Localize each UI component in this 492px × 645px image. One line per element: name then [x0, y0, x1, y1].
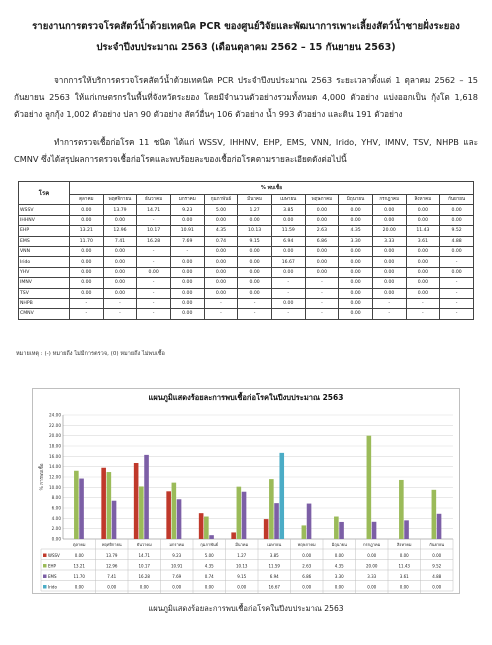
data-label: 0.00: [302, 553, 312, 558]
bar-ems-4: [209, 535, 214, 539]
data-label: 0.74: [204, 574, 214, 579]
bar-ehp-9: [367, 436, 372, 539]
percent-cell: -: [406, 298, 440, 308]
month-header: ตุลาคม: [70, 195, 104, 205]
percent-cell: 0.00: [372, 288, 406, 298]
percent-cell: 11.70: [70, 236, 104, 246]
y-tick-label: 0.00: [51, 536, 61, 542]
chart-frame: [32, 388, 460, 594]
data-label: 16.67: [268, 584, 280, 590]
percent-cell: -: [440, 278, 474, 288]
data-label: 11.43: [398, 563, 410, 569]
data-label: 11.70: [73, 574, 85, 579]
pathogen-name: Irido: [19, 257, 70, 267]
percent-cell: 0.00: [372, 257, 406, 267]
table-row: [19, 257, 474, 267]
percent-cell: 0.00: [103, 246, 137, 256]
table-row: [19, 215, 474, 225]
x-tick-label: มิถุนายน: [331, 542, 347, 547]
percent-cell: -: [137, 288, 171, 298]
y-tick-label: 18.00: [49, 443, 61, 449]
bar-ems-6: [274, 503, 279, 539]
table-row: [19, 236, 474, 246]
y-axis-label: % การพบเชื้อ: [40, 463, 45, 491]
data-label: 5.00: [204, 553, 214, 558]
table-row: [19, 309, 474, 319]
percent-cell: 10.91: [170, 226, 204, 236]
percent-cell: 0.00: [238, 246, 272, 256]
percent-cell: -: [372, 298, 406, 308]
table-row: [19, 246, 474, 256]
percent-cell: -: [238, 309, 272, 319]
percent-cell: 0.00: [339, 278, 373, 288]
table-note: หมายเหตุ : (-) หมายถึง ไม่มีการตรวจ, (0) หมายถึง ไม่พบเชื้อ: [16, 351, 165, 357]
data-label: 9.15: [237, 574, 247, 579]
percent-cell: 0.00: [70, 215, 104, 225]
x-tick-label: พฤศจิกายน: [101, 542, 122, 547]
x-tick-label: มกราคม: [169, 542, 185, 547]
legend-swatch-wssv: [43, 554, 47, 558]
data-label: 3.85: [269, 553, 279, 558]
percent-cell: 0.00: [339, 257, 373, 267]
data-label: 0.00: [302, 584, 312, 590]
x-tick-label: สิงหาคม: [396, 542, 412, 547]
percent-cell: 0.00: [204, 278, 238, 288]
bar-wssv-4: [199, 513, 204, 539]
pathogen-name: YHV: [19, 267, 70, 277]
data-label: 0.00: [399, 584, 409, 590]
percent-cell: 3.33: [372, 236, 406, 246]
legend-label: Irido: [48, 584, 57, 590]
y-tick-label: 24.00: [49, 412, 61, 418]
bar-ehp-2: [139, 486, 144, 539]
legend-swatch-ehp: [43, 564, 47, 568]
percent-cell: -: [372, 309, 406, 319]
percent-cell: -: [103, 298, 137, 308]
bar-wssv-2: [134, 463, 139, 539]
bar-ehp-11: [432, 490, 437, 539]
data-label: 0.00: [334, 553, 344, 558]
data-label: 0.00: [74, 553, 84, 558]
percent-cell: 0.00: [406, 288, 440, 298]
data-label: 14.71: [138, 553, 150, 558]
percent-cell: 0.00: [103, 278, 137, 288]
percent-cell: 0.00: [170, 298, 204, 308]
chart-title: แผนภูมิแสดงร้อยละการพบเชื้อก่อโรคในปีงบประมาณ 2563: [148, 393, 344, 402]
data-label: 1.27: [237, 553, 247, 558]
percent-cell: 11.59: [271, 226, 305, 236]
bar-ehp-4: [204, 517, 209, 539]
table-body: [19, 205, 474, 319]
bar-wssv-3: [166, 491, 171, 539]
percent-cell: 4.88: [440, 236, 474, 246]
percent-cell: -: [406, 309, 440, 319]
bar-ems-3: [177, 499, 182, 539]
data-label: 4.35: [334, 563, 344, 569]
percent-cell: 0.00: [70, 267, 104, 277]
percent-cell: 0.00: [440, 215, 474, 225]
table-row: [19, 267, 474, 277]
data-label: 20.00: [366, 563, 378, 569]
legend-swatch-ems: [43, 575, 47, 579]
percent-cell: 0.00: [440, 267, 474, 277]
bar-ehp-3: [172, 483, 177, 539]
percent-cell: -: [137, 246, 171, 256]
percent-cell: 0.00: [170, 257, 204, 267]
percent-cell: -: [271, 309, 305, 319]
bar-chart: [33, 389, 459, 593]
percent-cell: 0.00: [103, 215, 137, 225]
percent-cell: 0.00: [440, 246, 474, 256]
percent-cell: -: [440, 257, 474, 267]
month-header: พฤษภาคม: [305, 195, 339, 205]
bar-ehp-8: [334, 517, 339, 539]
percent-cell: 9.23: [170, 205, 204, 215]
percent-cell: 0.00: [170, 288, 204, 298]
data-label: 0.00: [399, 553, 409, 558]
percent-cell: 0.00: [204, 246, 238, 256]
percent-cell: 0.00: [103, 267, 137, 277]
month-header: มกราคม: [170, 195, 204, 205]
month-header: กรกฎาคม: [372, 195, 406, 205]
data-label: 10.17: [138, 563, 150, 569]
percent-cell: 0.00: [305, 246, 339, 256]
percent-cell: 0.00: [70, 288, 104, 298]
percent-cell: 0.00: [70, 205, 104, 215]
percent-cell: 16.28: [137, 236, 171, 246]
data-label: 13.21: [73, 563, 85, 569]
y-tick-label: 16.00: [49, 453, 61, 459]
percent-cell: 4.35: [339, 226, 373, 236]
data-label: 10.13: [236, 563, 248, 569]
percent-cell: 0.00: [103, 257, 137, 267]
y-tick-label: 4.00: [51, 515, 61, 521]
data-label: 0.00: [367, 553, 377, 558]
intro-paragraph: จากการให้บริการตรวจโรคสัตว์น้ำด้วยเทคนิค PCR ประจำปีงบประมาณ 2563 ระยะเวลาตั้งแต่ 1 ตุลาคม 2562 – 15 กันยายน 2563 ให้แก่เกษตรกรในพื้นที่จังหวัดระยอง โดยมีจำนวนตัวอย่างรวมทั้งหมด 4,000 ตัวอย่าง แบ่งออกเป็น กุ้งโต 1,618 ตัวอย่าง ลูกกุ้ง 1,002 ตัวอย่าง ปลา 90 ตัวอย่าง สัตว์อื่นๆ 106 ตัวอย่าง น้ำ 993 ตัวอย่าง และดิน 191 ตัวอย่าง: [14, 75, 478, 119]
percent-cell: 0.00: [70, 246, 104, 256]
percent-cell: -: [204, 298, 238, 308]
percent-cell: 0.00: [305, 257, 339, 267]
data-label: 4.88: [432, 574, 442, 579]
percent-cell: -: [137, 278, 171, 288]
percent-cell: -: [137, 257, 171, 267]
data-label: 3.30: [334, 574, 344, 579]
bar-wssv-1: [101, 468, 106, 539]
percent-cell: 6.86: [305, 236, 339, 246]
bar-ehp-1: [107, 472, 112, 539]
percent-cell: 0.00: [406, 215, 440, 225]
percent-cell: 0.00: [204, 288, 238, 298]
percent-cell: 0.00: [204, 267, 238, 277]
percent-cell: -: [70, 309, 104, 319]
percent-cell: 0.00: [339, 309, 373, 319]
y-tick-label: 8.00: [51, 495, 61, 501]
percent-cell: 0.00: [70, 257, 104, 267]
percent-cell: -: [305, 278, 339, 288]
table-row: [19, 226, 474, 236]
percent-cell: 7.69: [170, 236, 204, 246]
bar-ehp-10: [399, 480, 404, 539]
y-tick-label: 12.00: [49, 474, 61, 480]
percent-cell: 0.00: [170, 309, 204, 319]
report-title-line1: รายงานการตรวจโรคสัตว์น้ำด้วยเทคนิค PCR ของศูนย์วิจัยและพัฒนาการเพาะเลี้ยงสัตว์น้ำชายฝั่งระยอง: [32, 21, 460, 32]
percent-cell: 0.00: [238, 288, 272, 298]
data-label: 0.00: [367, 584, 377, 590]
percent-cell: 20.00: [372, 226, 406, 236]
percent-cell: 0.00: [339, 298, 373, 308]
percent-cell: 0.00: [406, 278, 440, 288]
percent-cell: 0.00: [238, 278, 272, 288]
percent-cell: -: [137, 215, 171, 225]
data-label: 4.35: [204, 563, 214, 569]
month-header: พฤศจิกายน: [103, 195, 137, 205]
bar-ems-2: [144, 455, 149, 539]
month-header-row: [19, 195, 474, 205]
data-label: 11.59: [268, 563, 280, 569]
percent-cell: 0.00: [372, 215, 406, 225]
legend-label: WSSV: [48, 553, 60, 558]
percent-cell: 7.41: [103, 236, 137, 246]
percent-cell: 0.00: [137, 267, 171, 277]
data-label: 6.86: [302, 574, 312, 579]
percent-cell: -: [103, 309, 137, 319]
percent-cell: -: [137, 298, 171, 308]
percent-cell: 5.00: [204, 205, 238, 215]
percent-cell: 0.00: [372, 246, 406, 256]
percent-cell: -: [70, 298, 104, 308]
bar-ems-1: [112, 501, 117, 539]
month-header: กุมภาพันธ์: [204, 195, 238, 205]
x-tick-label: กันยายน: [429, 542, 445, 547]
y-tick-label: 14.00: [49, 464, 61, 470]
percent-cell: 0.00: [339, 215, 373, 225]
percent-cell: -: [238, 298, 272, 308]
table-row: [19, 288, 474, 298]
percent-cell: -: [305, 298, 339, 308]
percent-cell: 13.21: [70, 226, 104, 236]
y-tick-label: 6.00: [51, 505, 61, 511]
percent-cell: -: [440, 309, 474, 319]
percent-cell: 0.00: [170, 215, 204, 225]
percent-cell: 9.15: [238, 236, 272, 246]
percent-cell: -: [305, 288, 339, 298]
month-header: มีนาคม: [238, 195, 272, 205]
legend-label: EHP: [48, 563, 56, 569]
table-row: [19, 278, 474, 288]
percent-cell: -: [440, 298, 474, 308]
percent-cell: 0.00: [372, 267, 406, 277]
percent-cell: 0.00: [103, 288, 137, 298]
pathogen-name: TSV: [19, 288, 70, 298]
data-label: 0.00: [107, 584, 117, 590]
data-label: 0.00: [432, 553, 442, 558]
percent-cell: -: [271, 288, 305, 298]
bar-ems-9: [372, 522, 377, 539]
bar-ems-11: [437, 514, 442, 539]
month-header: กันยายน: [440, 195, 474, 205]
pathogen-name: EMS: [19, 236, 70, 246]
pathogen-name: WSSV: [19, 205, 70, 215]
data-label: 3.33: [367, 574, 377, 579]
data-label: 0.00: [432, 584, 442, 590]
data-label: 3.61: [399, 574, 409, 579]
bar-ems-8: [339, 522, 344, 539]
percent-cell: 16.67: [271, 257, 305, 267]
bar-ehp-5: [237, 487, 242, 539]
percent-cell: 0.00: [305, 205, 339, 215]
legend-label: EMS: [48, 574, 57, 579]
percent-cell: 0.00: [372, 205, 406, 215]
month-header: มิถุนายน: [339, 195, 373, 205]
data-label: 9.52: [432, 563, 442, 569]
data-label: 0.00: [139, 584, 149, 590]
y-tick-label: 22.00: [49, 422, 61, 428]
percent-cell: 4.35: [204, 226, 238, 236]
pathogen-name: CMNV: [19, 309, 70, 319]
percent-cell: 0.00: [170, 278, 204, 288]
month-header: สิงหาคม: [406, 195, 440, 205]
month-header: ธันวาคม: [137, 195, 171, 205]
pathogen-name: NHPB: [19, 298, 70, 308]
percent-cell: 0.00: [406, 257, 440, 267]
data-label: 0.00: [172, 584, 182, 590]
percent-cell: 0.00: [238, 215, 272, 225]
bar-wssv-6: [264, 519, 269, 539]
bar-ems-0: [79, 479, 84, 539]
bar-irido-6: [279, 453, 284, 539]
report-title-line2: ประจำปีงบประมาณ 2563 (เดือนตุลาคม 2562 – 15 กันยายน 2563): [96, 42, 396, 53]
percent-cell: 1.27: [238, 205, 272, 215]
percent-cell: 2.63: [305, 226, 339, 236]
percent-cell: 0.00: [271, 267, 305, 277]
y-tick-label: 10.00: [49, 484, 61, 490]
data-label: 6.94: [269, 574, 279, 579]
percent-cell: 0.00: [440, 205, 474, 215]
data-label: 0.00: [204, 584, 214, 590]
pathogen-name: IHHNV: [19, 215, 70, 225]
x-tick-label: ธันวาคม: [136, 542, 152, 547]
bar-ehp-0: [74, 471, 79, 539]
virus-column-header: โรค: [19, 182, 70, 205]
data-label: 13.79: [106, 553, 118, 558]
percent-cell: 0.00: [406, 267, 440, 277]
y-tick-label: 20.00: [49, 433, 61, 439]
x-tick-label: ตุลาคม: [72, 542, 86, 547]
data-label: 16.28: [138, 574, 150, 579]
data-label: 7.41: [107, 574, 117, 579]
data-label: 12.96: [106, 563, 118, 569]
pathogen-name: EHP: [19, 226, 70, 236]
percent-cell: -: [440, 288, 474, 298]
percent-cell: 0.00: [305, 267, 339, 277]
bar-ems-10: [404, 520, 409, 539]
percent-column-header: % พบเชื้อ: [70, 182, 474, 195]
bar-ems-5: [242, 492, 247, 539]
percent-cell: 10.17: [137, 226, 171, 236]
pathogen-paragraph: ทำการตรวจเชื้อก่อโรค 11 ชนิด ได้แก่ WSSV, IHHNV, EHP, EMS, VNN, Irido, YHV, IMNV, TSV, NHPB และ CMNV ซึ่งได้สรุปผลการตรวจเชื้อก่อโรคและพบร้อยละของเชื้อก่อโรคตามรายละเอียดดังต่อไปนี้: [14, 137, 478, 164]
percent-cell: 0.00: [204, 215, 238, 225]
percent-cell: 0.00: [170, 267, 204, 277]
percent-cell: 0.00: [339, 246, 373, 256]
percent-cell: -: [204, 309, 238, 319]
data-label: 2.63: [302, 563, 312, 569]
percent-cell: 0.00: [271, 298, 305, 308]
percent-cell: 0.00: [238, 257, 272, 267]
percent-cell: 0.00: [271, 246, 305, 256]
bar-ehp-7: [302, 525, 307, 539]
bar-wssv-5: [231, 532, 236, 539]
percent-cell: 9.52: [440, 226, 474, 236]
table-row: [19, 298, 474, 308]
percent-cell: 0.00: [372, 278, 406, 288]
data-label: 0.00: [74, 584, 84, 590]
data-label: 0.00: [334, 584, 344, 590]
x-tick-label: กรกฎาคม: [363, 542, 381, 547]
legend-swatch-irido: [43, 585, 47, 589]
report-title: [14, 16, 478, 58]
data-label: 0.00: [237, 584, 247, 590]
percent-cell: 13.79: [103, 205, 137, 215]
percent-cell: 0.00: [406, 205, 440, 215]
data-label: 9.23: [172, 553, 182, 558]
percent-cell: 0.00: [70, 278, 104, 288]
y-tick-label: 2.00: [51, 526, 61, 532]
percent-cell: -: [271, 278, 305, 288]
x-tick-label: พฤษภาคม: [297, 542, 316, 547]
percent-cell: -: [305, 309, 339, 319]
percent-cell: 0.00: [271, 215, 305, 225]
data-label: 7.69: [172, 574, 182, 579]
percent-cell: -: [170, 246, 204, 256]
percent-cell: 0.00: [339, 267, 373, 277]
bar-ems-7: [307, 504, 312, 539]
percent-cell: 0.00: [204, 257, 238, 267]
percent-cell: 14.71: [137, 205, 171, 215]
percent-cell: 0.00: [238, 267, 272, 277]
percent-cell: 10.13: [238, 226, 272, 236]
percent-cell: 3.30: [339, 236, 373, 246]
results-table: [18, 181, 474, 320]
percent-cell: 0.00: [339, 205, 373, 215]
month-header: เมษายน: [271, 195, 305, 205]
percent-cell: 3.85: [271, 205, 305, 215]
percent-cell: 12.96: [103, 226, 137, 236]
table-row: [19, 205, 474, 215]
pathogen-name: IMNV: [19, 278, 70, 288]
percent-cell: -: [137, 309, 171, 319]
data-label: 10.91: [171, 563, 183, 569]
chart-caption: แผนภูมิแสดงร้อยละการพบเชื้อก่อโรคในปีงบประมาณ 2563: [148, 604, 344, 613]
percent-cell: 3.61: [406, 236, 440, 246]
percent-cell: 0.74: [204, 236, 238, 246]
x-tick-label: มีนาคม: [235, 542, 249, 547]
percent-cell: 0.00: [305, 215, 339, 225]
table-header-row: [19, 182, 474, 195]
x-tick-label: เมษายน: [267, 542, 282, 547]
percent-cell: 11.43: [406, 226, 440, 236]
percent-cell: 0.00: [406, 246, 440, 256]
percent-cell: 6.94: [271, 236, 305, 246]
x-tick-label: กุมภาพันธ์: [200, 542, 219, 547]
pathogen-name: VNN: [19, 246, 70, 256]
bar-ehp-6: [269, 479, 274, 539]
percent-cell: 0.00: [339, 288, 373, 298]
